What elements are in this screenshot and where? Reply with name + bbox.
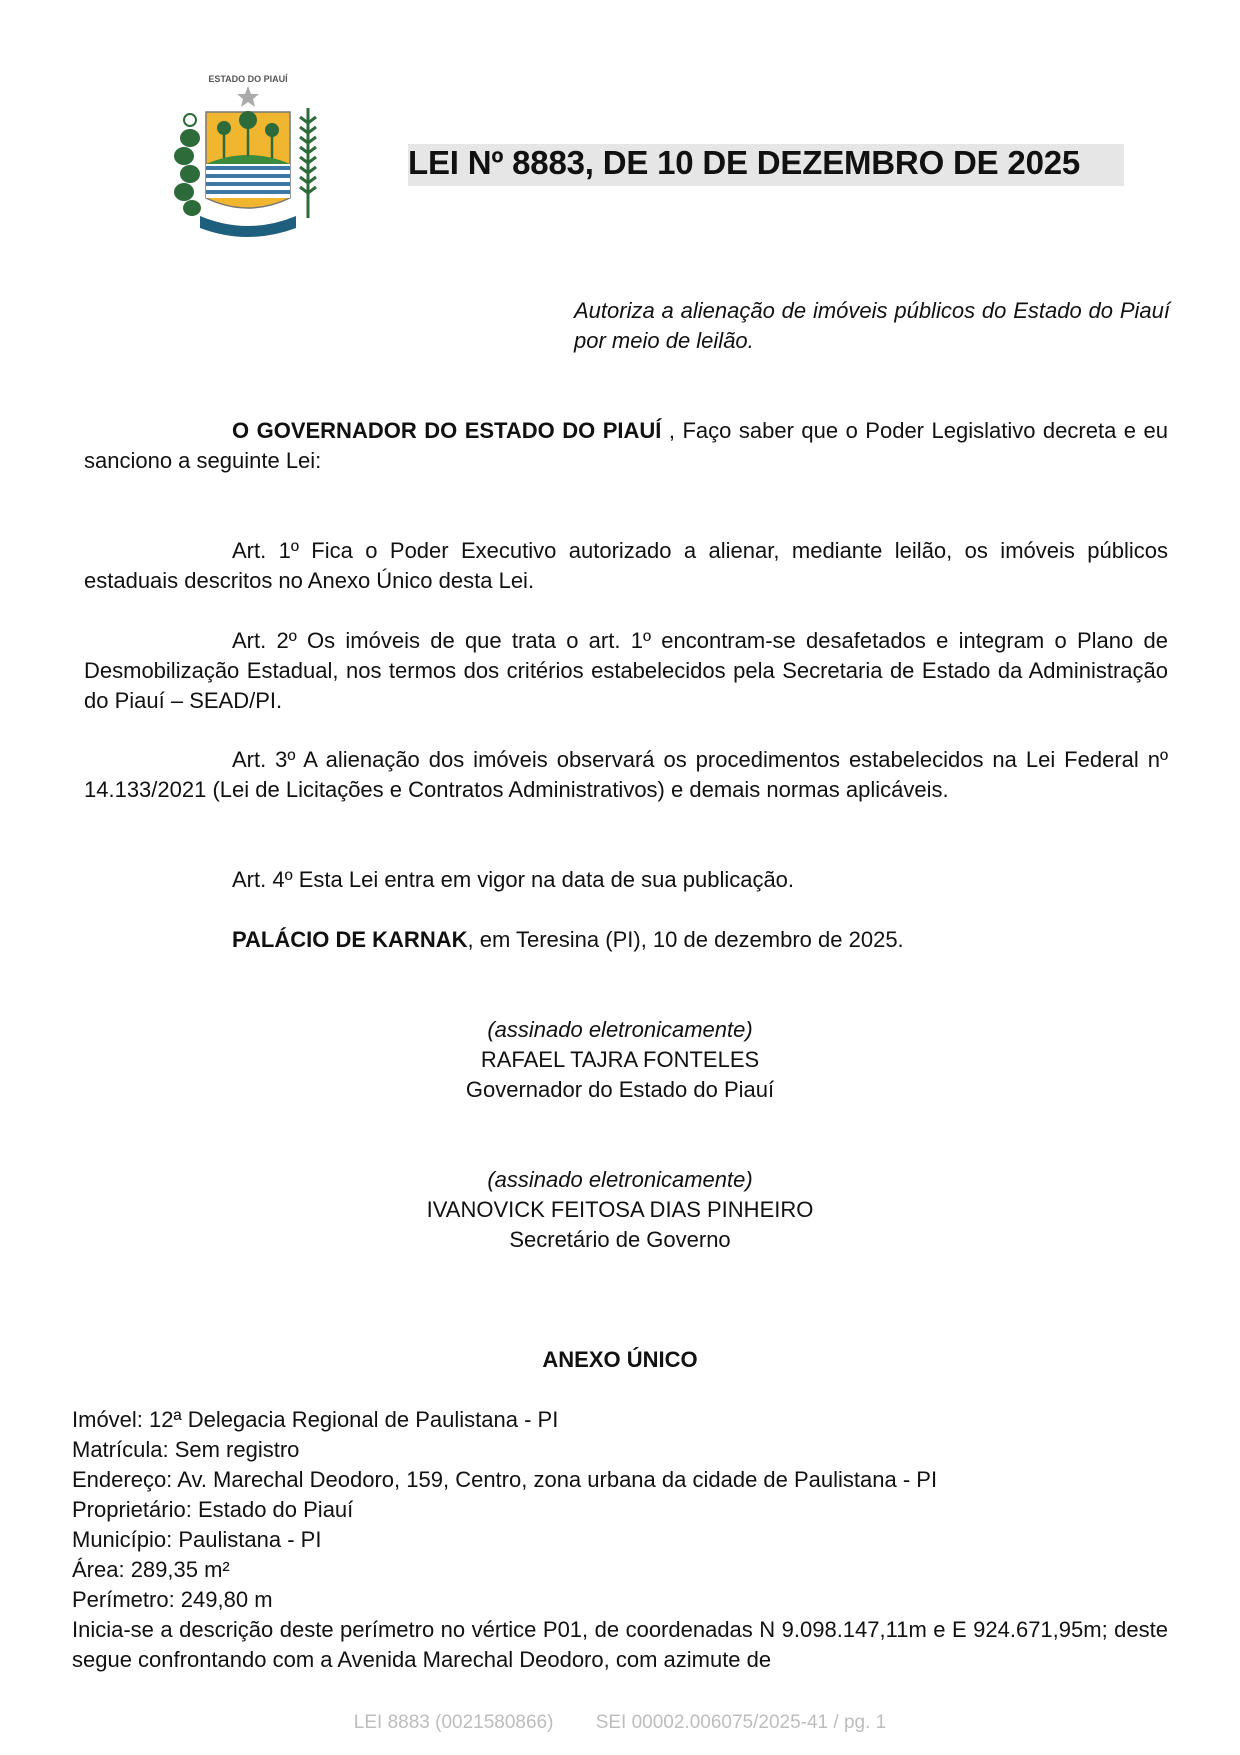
article-2 bbox=[84, 626, 1168, 716]
annex-field-registry: Matrícula: Sem registro bbox=[72, 1437, 300, 1462]
article-3 bbox=[84, 745, 1168, 805]
signature-1-name: RAFAEL TAJRA FONTELES bbox=[480, 1047, 760, 1072]
article-4-text: Art. 4º Esta Lei entra em vigor na data de sua publicação. bbox=[232, 867, 795, 892]
preamble-authority: O GOVERNADOR DO ESTADO DO PIAUÍ bbox=[232, 418, 662, 443]
annex-field-perimeter: Perímetro: 249,80 m bbox=[72, 1587, 273, 1612]
signature-2-name: IVANOVICK FEITOSA DIAS PINHEIRO bbox=[426, 1197, 814, 1222]
article-1-text: Art. 1º Fica o Poder Executivo autorizado a alienar, mediante leilão, os imóveis públicos estaduais descritos no Anexo Único desta Lei. bbox=[84, 538, 1168, 593]
signature-1-note: (assinado eletronicamente) bbox=[487, 1017, 753, 1042]
signature-2-note: (assinado eletronicamente) bbox=[487, 1167, 753, 1192]
page-footer bbox=[0, 1712, 1240, 1734]
svg-text:ESTADO DO PIAUÍ: ESTADO DO PIAUÍ bbox=[208, 74, 288, 84]
closing-text: , em Teresina (PI), 10 de dezembro de 2025. bbox=[467, 927, 904, 952]
annex-field-property: Imóvel: 12ª Delegacia Regional de Paulistana - PI bbox=[72, 1407, 559, 1432]
article-4 bbox=[84, 865, 1168, 895]
annex-field-owner: Proprietário: Estado do Piauí bbox=[72, 1497, 354, 1522]
signature-2-role: Secretário de Governo bbox=[509, 1227, 731, 1252]
law-title: LEI Nº 8883, DE 10 DE DEZEMBRO DE 2025 bbox=[408, 144, 1081, 181]
closing bbox=[84, 925, 1168, 955]
annex-field-area: Área: 289,35 m² bbox=[72, 1557, 230, 1582]
preamble-text: , Faço saber que o Poder Legislativo decreta e eu sanciono a seguinte Lei: bbox=[84, 418, 1168, 473]
annex-field-address: Endereço: Av. Marechal Deodoro, 159, Centro, zona urbana da cidade de Paulistana - PI bbox=[72, 1467, 938, 1492]
annex-body bbox=[72, 1405, 1168, 1675]
annex-perimeter-description: Inicia-se a descrição deste perímetro no vértice P01, de coordenadas N 9.098.147,11m e E 924.671,95m; deste segue confrontando com a Avenida Marechal Deodoro, com azimute de bbox=[72, 1617, 1168, 1672]
annex-title: ANEXO ÚNICO bbox=[542, 1347, 698, 1372]
article-1 bbox=[84, 536, 1168, 596]
law-summary: Autoriza a alienação de imóveis públicos do Estado do Piauí por meio de leilão. bbox=[574, 298, 1170, 353]
annex-field-municipality: Município: Paulistana - PI bbox=[72, 1527, 322, 1552]
closing-place: PALÁCIO DE KARNAK bbox=[232, 927, 468, 952]
seal-icon bbox=[168, 68, 328, 248]
preamble bbox=[84, 416, 1168, 476]
signature-1-role: Governador do Estado do Piauí bbox=[465, 1077, 775, 1102]
article-2-text: Art. 2º Os imóveis de que trata o art. 1º encontram-se desafetados e integram o Plano de Desmobilização Estadual, nos termos dos critérios estabelecidos pela Secretaria de Estado da Administração do Piauí – SEAD/PI. bbox=[84, 628, 1168, 713]
article-3-text: Art. 3º A alienação dos imóveis observará os procedimentos estabelecidos na Lei Federal nº 14.133/2021 (Lei de Licitações e Contratos Administrativos) e demais normas aplicáveis. bbox=[84, 747, 1168, 802]
coat-of-arms-logo bbox=[168, 68, 328, 248]
footer-doc-ref: LEI 8883 (0021580866) bbox=[353, 1712, 554, 1733]
footer-sei-ref: SEI 00002.006075/2025-41 / pg. 1 bbox=[595, 1712, 887, 1733]
